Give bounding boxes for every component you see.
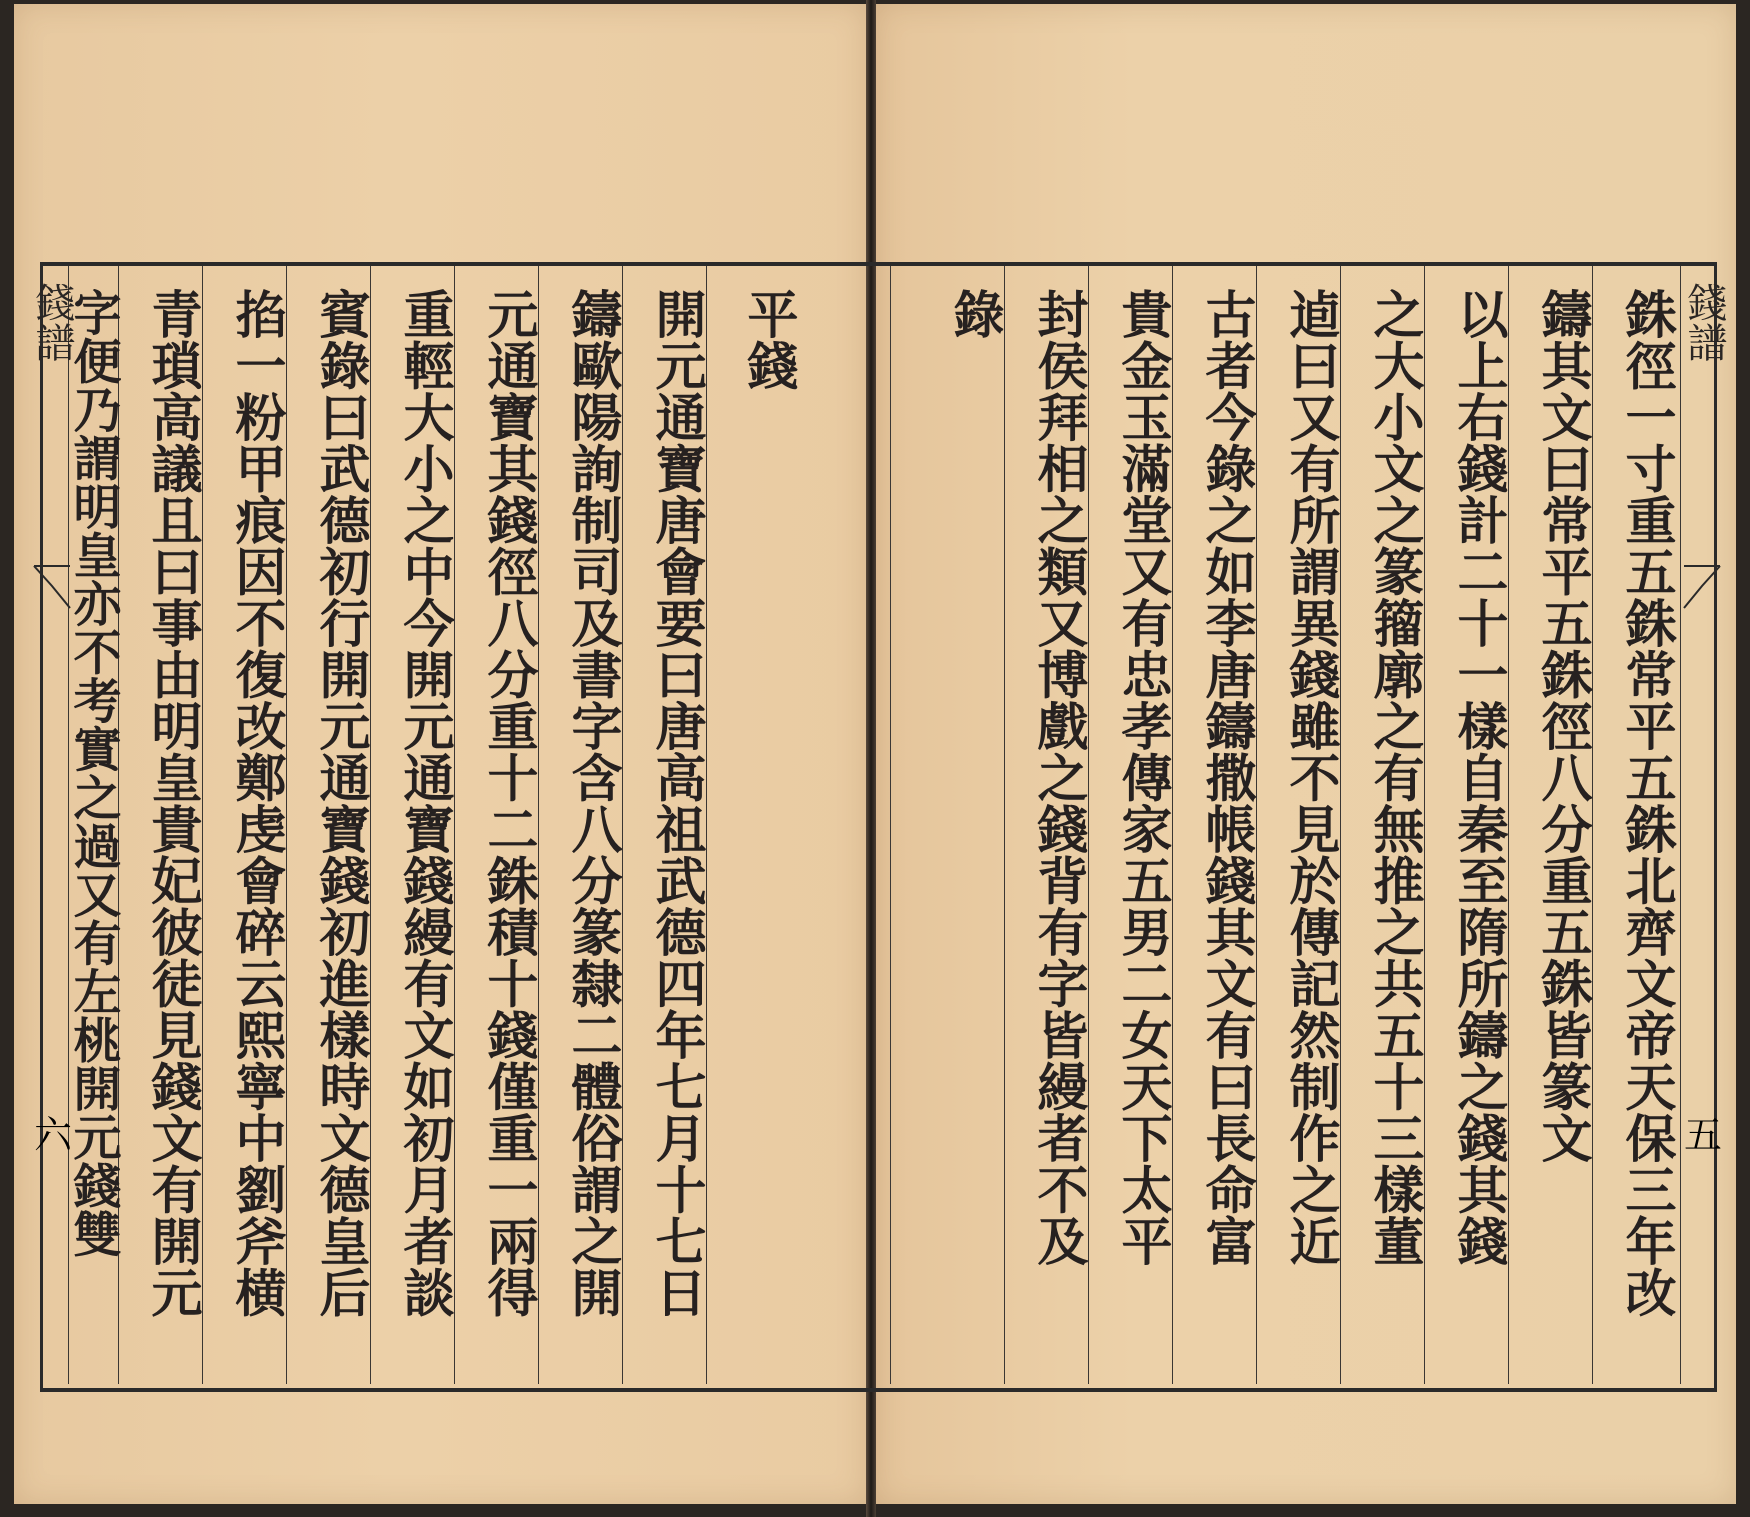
page-number: 五 — [1684, 1113, 1723, 1157]
text-column: 鑄其文曰常平五銖徑八分重五銖皆篆文 — [1508, 266, 1592, 1384]
text-column: 掐一粉甲痕因不復改鄭虔會碎云熙寧中劉斧横 — [202, 266, 286, 1384]
text-column: 銖徑一寸重五銖常平五銖北齊文帝天保三年改 — [1592, 266, 1676, 1384]
page-number: 六 — [34, 1113, 73, 1157]
text-column: 元通寶其錢徑八分重十二銖積十錢僅重一兩得 — [454, 266, 538, 1384]
text-column: 錄 — [890, 266, 1004, 1384]
margin-column — [28, 266, 76, 1384]
text-column: 鑄歐陽詢制司及書字含八分篆隸二體俗謂之開 — [538, 266, 622, 1384]
text-column: 賓錄曰武德初行開元通寶錢初進樣時文德皇后 — [286, 266, 370, 1384]
fish-tail-mark-icon — [32, 564, 72, 610]
text-column: 封侯拜相之類又博戲之錢背有字皆縵者不及 — [1004, 266, 1088, 1384]
margin-title: 錢譜 — [1681, 282, 1727, 362]
left-page — [14, 4, 866, 1504]
text-column: 字便乃謂明皇亦不考實之過又有左桃開元錢雙 — [68, 266, 118, 1384]
right-page — [876, 4, 1736, 1504]
text-column: 貴金玉滿堂又有忠孝傳家五男二女天下太平 — [1088, 266, 1172, 1384]
text-column: 開元通寶唐會要曰唐高祖武德四年七月十七日 — [622, 266, 706, 1384]
margin-title: 錢譜 — [29, 282, 75, 362]
fish-tail-mark-icon — [1682, 564, 1722, 610]
text-column: 平錢 — [706, 266, 798, 1384]
text-column: 重輕大小之中今開元通寶錢縵有文如初月者談 — [370, 266, 454, 1384]
text-column: 古者今錄之如李唐鑄撒帳錢其文有曰長命富 — [1172, 266, 1256, 1384]
text-column: 之大小文之篆籀廓之有無推之共五十三樣董 — [1340, 266, 1424, 1384]
text-column: 青瑣高議且曰事由明皇貴妃彼徒見錢文有開元 — [118, 266, 202, 1384]
text-column: 逌曰又有所謂異錢雖不見於傳記然制作之近 — [1256, 266, 1340, 1384]
margin-column — [1680, 266, 1728, 1384]
text-column: 以上右錢計二十一樣自秦至隋所鑄之錢其錢 — [1424, 266, 1508, 1384]
